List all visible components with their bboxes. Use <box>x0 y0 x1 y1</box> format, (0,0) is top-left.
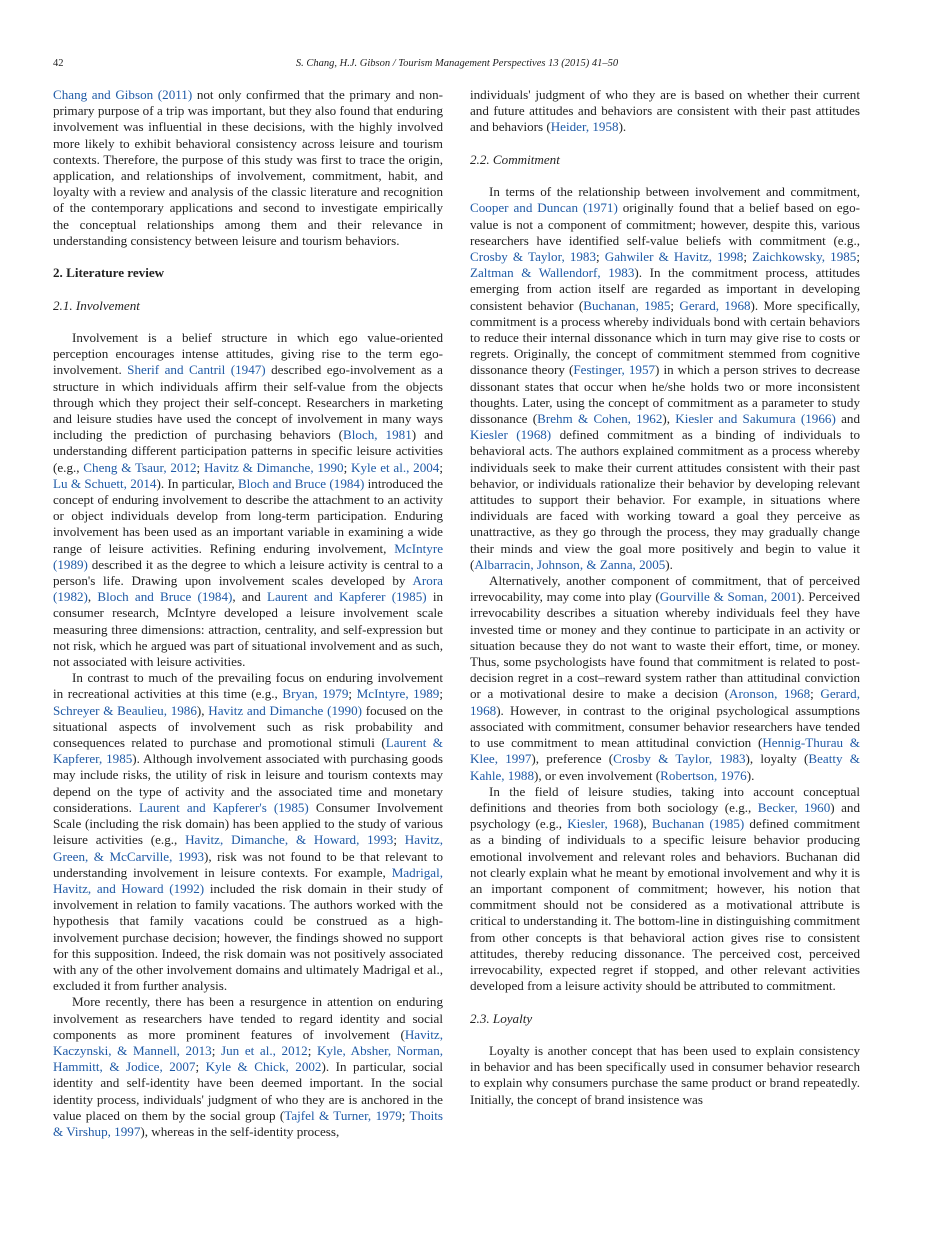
text-run: introduced the concept of enduring involvement to describe the attachment to an activity or object individuals develop from long-term participation. Enduring involvement has been used as an important variable in examining a wide range of leisure activities. Refining enduring involvement, <box>53 475 443 556</box>
text-run: ; <box>393 832 405 848</box>
citation-link[interactable]: Laurent and Kapferer's (1985) <box>139 799 309 815</box>
text-run: ). In the commitment process, attitudes emerging from action itself are regarded as important in developing consistent behavior ( <box>470 265 860 313</box>
text-run: ) and understanding different participation patterns in specific leisure activities (e.g., <box>53 427 443 475</box>
page-number: 42 <box>53 58 64 69</box>
text-run: ; <box>439 686 443 702</box>
text-run: originally found that a belief based on ego-value is not a component of commitment; however, despite this, various researchers have identified self-value beliefs with commitment (e.g., <box>470 200 861 248</box>
text-run: Consumer Involvement Scale (including the risk domain) has been applied to the study of various leisure activities (e.g., <box>53 799 444 848</box>
page-header <box>53 58 861 72</box>
citation-link[interactable]: Chang and Gibson (2011) <box>53 87 193 102</box>
right-column <box>470 87 860 1108</box>
subsection-heading: 2.2. Commitment <box>470 151 560 167</box>
citation-link[interactable]: Zaltman & Wallendorf, 1983 <box>470 265 635 281</box>
text-run: Loyalty is another concept that has been used to explain consistency in behavior and has been specifically used in consumer behavior research to explain why consumers purchase the same product or brand repeatedly. Initially, the concept of brand insistence was <box>470 1042 860 1107</box>
citation-link[interactable]: Brehm & Cohen, 1962 <box>537 411 663 427</box>
citation-link[interactable]: Kyle et al., 2004 <box>350 459 440 475</box>
citation-link[interactable]: Jun et al., 2012 <box>221 1042 308 1058</box>
citation-link[interactable]: Kyle, Absher, Norman, Hammitt, & Jodice, 2007 <box>53 1042 444 1075</box>
citation-link[interactable]: Becker, 1960 <box>757 799 831 815</box>
citation-link[interactable]: Tajfel & Turner, 1979 <box>284 1107 402 1123</box>
citation-link[interactable]: McIntyre, 1989 <box>356 686 440 702</box>
text-run: not only confirmed that the primary and non-primary purpose of a trip was important, but they also found that enduring involvement was influential in these decisions, with the highly involved more likely to exhibit behavioral consistency across leisure and tourism contexts. Therefore, the purpose of this study was first to trace the origin, application, and relationships of involvement, commitment, habit, and loyalty with a review and analysis of the classic literature and recognition of the contemporary applications and second to investigate empirically the conceptual relationships among them and their relevance in understanding consistency between leisure and tourism behaviors. <box>53 87 443 248</box>
text-run: ). <box>665 556 673 572</box>
citation-link[interactable]: Havitz and Dimanche (1990) <box>208 702 362 718</box>
text-run: ). <box>746 767 755 783</box>
text-run: and <box>835 411 860 427</box>
text-run: , and <box>232 589 267 605</box>
text-run: focused on the situational aspects of involvement such as risk probability and consequences related to purchase and promotional stimuli ( <box>53 702 443 751</box>
citation-link[interactable]: Robertson, 1976 <box>660 767 747 783</box>
citation-link[interactable]: Bloch and Bruce (1984) <box>97 589 233 605</box>
text-run: described ego-involvement as a structure in which individuals affirm their self-value from the objects through which they project their self-concept. Researchers in marketing and leisure studies have used the concept of involvement in many ways including the prediction of purchasing behaviors ( <box>53 362 443 443</box>
paragraph <box>470 573 860 784</box>
citation-link[interactable]: Arora (1982) <box>53 573 443 605</box>
text-run: ; <box>401 1107 410 1123</box>
paragraph <box>53 330 443 670</box>
citation-link[interactable]: Beatty & Kahle, 1988 <box>470 751 860 783</box>
citation-link[interactable]: Havitz, Kaczynski, & Mannell, 2013 <box>53 1026 443 1058</box>
text-run: ). In particular, social identity and self-identity have been deemed important. In the social identity process, individuals' judgment of who they are is anchored in the value placed on them by the social group ( <box>53 1059 443 1123</box>
citation-link[interactable]: Kyle & Chick, 2002 <box>205 1059 322 1075</box>
text-run: ; <box>743 249 753 264</box>
citation-link[interactable]: McIntyre (1989) <box>53 540 443 572</box>
text-run: ) and psychology (e.g., <box>470 799 860 832</box>
citation-link[interactable]: Thoits & Virshup, 1997 <box>53 1107 444 1139</box>
citation-link[interactable]: Bryan, 1979 <box>282 686 349 702</box>
text-run: ; <box>348 686 357 702</box>
citation-link[interactable]: Laurent and Kapferer (1985) <box>266 589 427 605</box>
citation-link[interactable]: Gourville & Soman, 2001 <box>659 589 798 605</box>
text-run: defined commitment as a binding of individuals to behavioral acts. The authors explained commitment as a process whereby individuals seek to make their current attitudes consistent with their past behavior, or individuals rationalize their behavior by developing relevant attitudes to support their behavior. For example, in situations where individuals are faced with working toward a goal they perceive as unattractive, as they go through the process, they may gradually change their minds and view the goal more positively and begin to value it ( <box>470 427 860 572</box>
citation-link[interactable]: Crosby & Taylor, 1983 <box>613 751 746 767</box>
text-run: In the field of leisure studies, taking into account conceptual definitions and theories from both sociology (e.g., <box>470 783 860 815</box>
text-run: ), or even involvement ( <box>534 767 661 783</box>
running-head: S. Chang, H.J. Gibson / Tourism Management Perspectives 13 (2015) 41–50 <box>295 58 619 69</box>
text-run: ) in which a person strives to decrease dissonant states that occur when he/she holds two or more inconsistent thoughts. Later, using the concept of commitment as a parameter to study dissonance ( <box>470 362 860 427</box>
text-run: included the risk domain in their study of involvement in relation to family vacations. The authors worked with the hypothesis that family vacations could be construed as a high-involvement purchase decision; however, the findings showed no support for this supposition. Indeed, the risk domain was not positively associated with any of the other involvement domains and ultimately Madrigal et al., excluded it from further analysis. <box>53 880 443 994</box>
text-run: ), whereas in the self-identity process, <box>140 1123 340 1139</box>
paragraph <box>53 670 443 994</box>
citation-link[interactable]: Havitz, Green, & McCarville, 1993 <box>53 832 443 864</box>
text-run: ; <box>596 249 605 264</box>
text-run: ; <box>196 459 204 475</box>
subsection-heading: 2.1. Involvement <box>53 297 140 313</box>
text-run: ), <box>196 702 209 718</box>
text-run: ; <box>810 686 821 702</box>
left-column <box>53 87 443 1140</box>
citation-link[interactable]: Sherif and Cantril (1947) <box>127 362 266 378</box>
text-run: described it as the degree to which a leisure activity is central to a person's life. Drawing upon involvement scales developed by <box>53 556 443 589</box>
citation-link[interactable]: Cheng & Tsaur, 2012 <box>83 459 197 475</box>
text-run: defined commitment as a binding of individuals to a specific leisure behavior producing emotional involvement and relevant roles and behaviors. Buchanan did not clearly explain what he meant by emotional involvement and why it is an important component of commitment; however, his notion that commitment should not be considered as a motivational attribute is critical to understanding it. The bottom-line in distinguishing commitment from other concepts is that behavioral action gives rise to consistent attitudes, thereby reducing dissonance. The perceived cost, perceived irrevocability, expected regret if stopped, and other relevant activities developed from a leisure activity should be attributed to commitment. <box>470 816 860 994</box>
citation-link[interactable]: Crosby & Taylor, 1983 <box>470 249 597 264</box>
citation-link[interactable]: Zaichkowsky, 1985 <box>752 249 857 264</box>
text-run: ; <box>211 1042 221 1058</box>
text-run: ), preference ( <box>531 751 614 767</box>
citation-link[interactable]: Laurent & Kapferer, 1985 <box>53 735 443 767</box>
citation-link[interactable]: Festinger, 1957 <box>573 362 656 378</box>
section-heading: 2. Literature review <box>53 265 165 281</box>
text-run: In contrast to much of the prevailing focus on enduring involvement in recreational activities at this time (e.g., <box>53 670 443 702</box>
text-run: ; <box>307 1042 317 1058</box>
text-run: ), <box>662 411 676 427</box>
citation-link[interactable]: Schreyer & Beaulieu, 1986 <box>53 702 197 718</box>
citation-link[interactable]: Bloch and Bruce (1984) <box>237 475 365 491</box>
citation-link[interactable]: Gerard, 1968 <box>679 297 751 313</box>
citation-link[interactable]: Hennig-Thurau & Klee, 1997 <box>470 735 860 767</box>
paragraph <box>470 184 860 573</box>
citation-link[interactable]: Buchanan, 1985 <box>583 297 671 313</box>
citation-link[interactable]: Madrigal, Havitz, and Howard (1992) <box>53 864 443 896</box>
text-run: ; <box>343 459 351 475</box>
text-run: , <box>87 589 98 605</box>
text-run: ), <box>639 816 652 832</box>
text-run: ). Perceived irrevocability describes a situation whereby individuals feel they have invested time or money and they continue to participate in an activity or situation because they do not want to waste their effort, time, or money. Thus, some psychologists have found that commitment is related to post-decision regret in a cost–reward system rather than attitudinal conviction or a motivational desire to make a decision ( <box>470 589 860 702</box>
paragraph <box>470 784 860 995</box>
citation-link[interactable]: Heider, 1958 <box>550 119 619 135</box>
paragraph <box>53 994 443 1140</box>
text-run: ; <box>195 1059 206 1075</box>
citation-link[interactable]: Gahwiler & Havitz, 1998 <box>604 249 744 264</box>
text-run: Alternatively, another component of commitment, that of perceived irrevocability, may come into play ( <box>470 573 860 605</box>
citation-link[interactable]: Lu & Schuett, 2014 <box>53 475 157 491</box>
text-run: ). Although involvement associated with purchasing goods may include risks, the utility of risk in leisure and tourism contexts may depend on the type of activity and the associated time and monetary considerations. <box>53 751 443 815</box>
citation-link[interactable]: Kiesler, 1968 <box>567 816 640 832</box>
text-run: individuals' judgment of who they are is based on whether their current and future attitudes and behaviors are consistent with their past attitudes and behaviors ( <box>470 87 860 135</box>
text-run: in consumer research, McIntyre developed a leisure involvement scale measuring three dimensions: attraction, centrality, and self-expression but not risk, which he argued was part of situational involvement and as such, not associated with leisure activities. <box>53 589 444 670</box>
paragraph <box>470 1043 860 1108</box>
citation-link[interactable]: Kiesler and Sakumura (1966) <box>675 411 836 427</box>
text-run: ), loyalty ( <box>745 751 809 767</box>
paragraph <box>53 87 443 249</box>
subsection-heading: 2.3. Loyalty <box>470 1010 533 1026</box>
text-run: ; <box>670 297 680 313</box>
paragraph <box>470 87 860 136</box>
citation-link[interactable]: Havitz & Dimanche, 1990 <box>203 459 344 475</box>
citation-link[interactable]: Cooper and Duncan (1971) <box>470 200 618 216</box>
text-run: ), risk was not found to be that relevant to understanding involvement in leisure contexts. For example, <box>53 848 444 880</box>
text-run: ; <box>439 459 443 475</box>
text-run: ). In particular, <box>156 475 238 491</box>
text-run: ). More specifically, commitment is a process whereby individuals bond with certain behaviors to reduce their internal dissonance which in turn may give rise to costs or regrets. Originally, the concept of commitment stemmed from cognitive dissonance theory ( <box>470 297 860 378</box>
citation-link[interactable]: Albarracin, Johnson, & Zanna, 2005 <box>474 556 666 572</box>
citation-link[interactable]: Kiesler (1968) <box>470 427 552 443</box>
citation-link[interactable]: Gerard, 1968 <box>470 686 860 718</box>
citation-link[interactable]: Aronson, 1968 <box>729 686 811 702</box>
text-run: ). However, in contrast to the original psychological assumptions associated with commitment, consumer behavior researchers have tended to use commitment to mean attitudinal conviction ( <box>470 702 860 751</box>
citation-link[interactable]: Bloch, 1981 <box>343 427 412 443</box>
text-run: ; <box>856 249 860 264</box>
text-run: ). <box>618 119 627 135</box>
citation-link[interactable]: Buchanan (1985) <box>651 816 745 832</box>
text-run: More recently, there has been a resurgence in attention on enduring involvement as researchers have tended to regard identity and social components as more prominent features of involvement ( <box>53 994 443 1042</box>
text-run: Involvement is a belief structure in which ego value-oriented perception encourages intense attitudes, giving rise to the term ego-involvement. <box>53 330 443 378</box>
citation-link[interactable]: Havitz, Dimanche, & Howard, 1993 <box>185 832 394 848</box>
text-run: In terms of the relationship between involvement and commitment, <box>489 184 860 200</box>
